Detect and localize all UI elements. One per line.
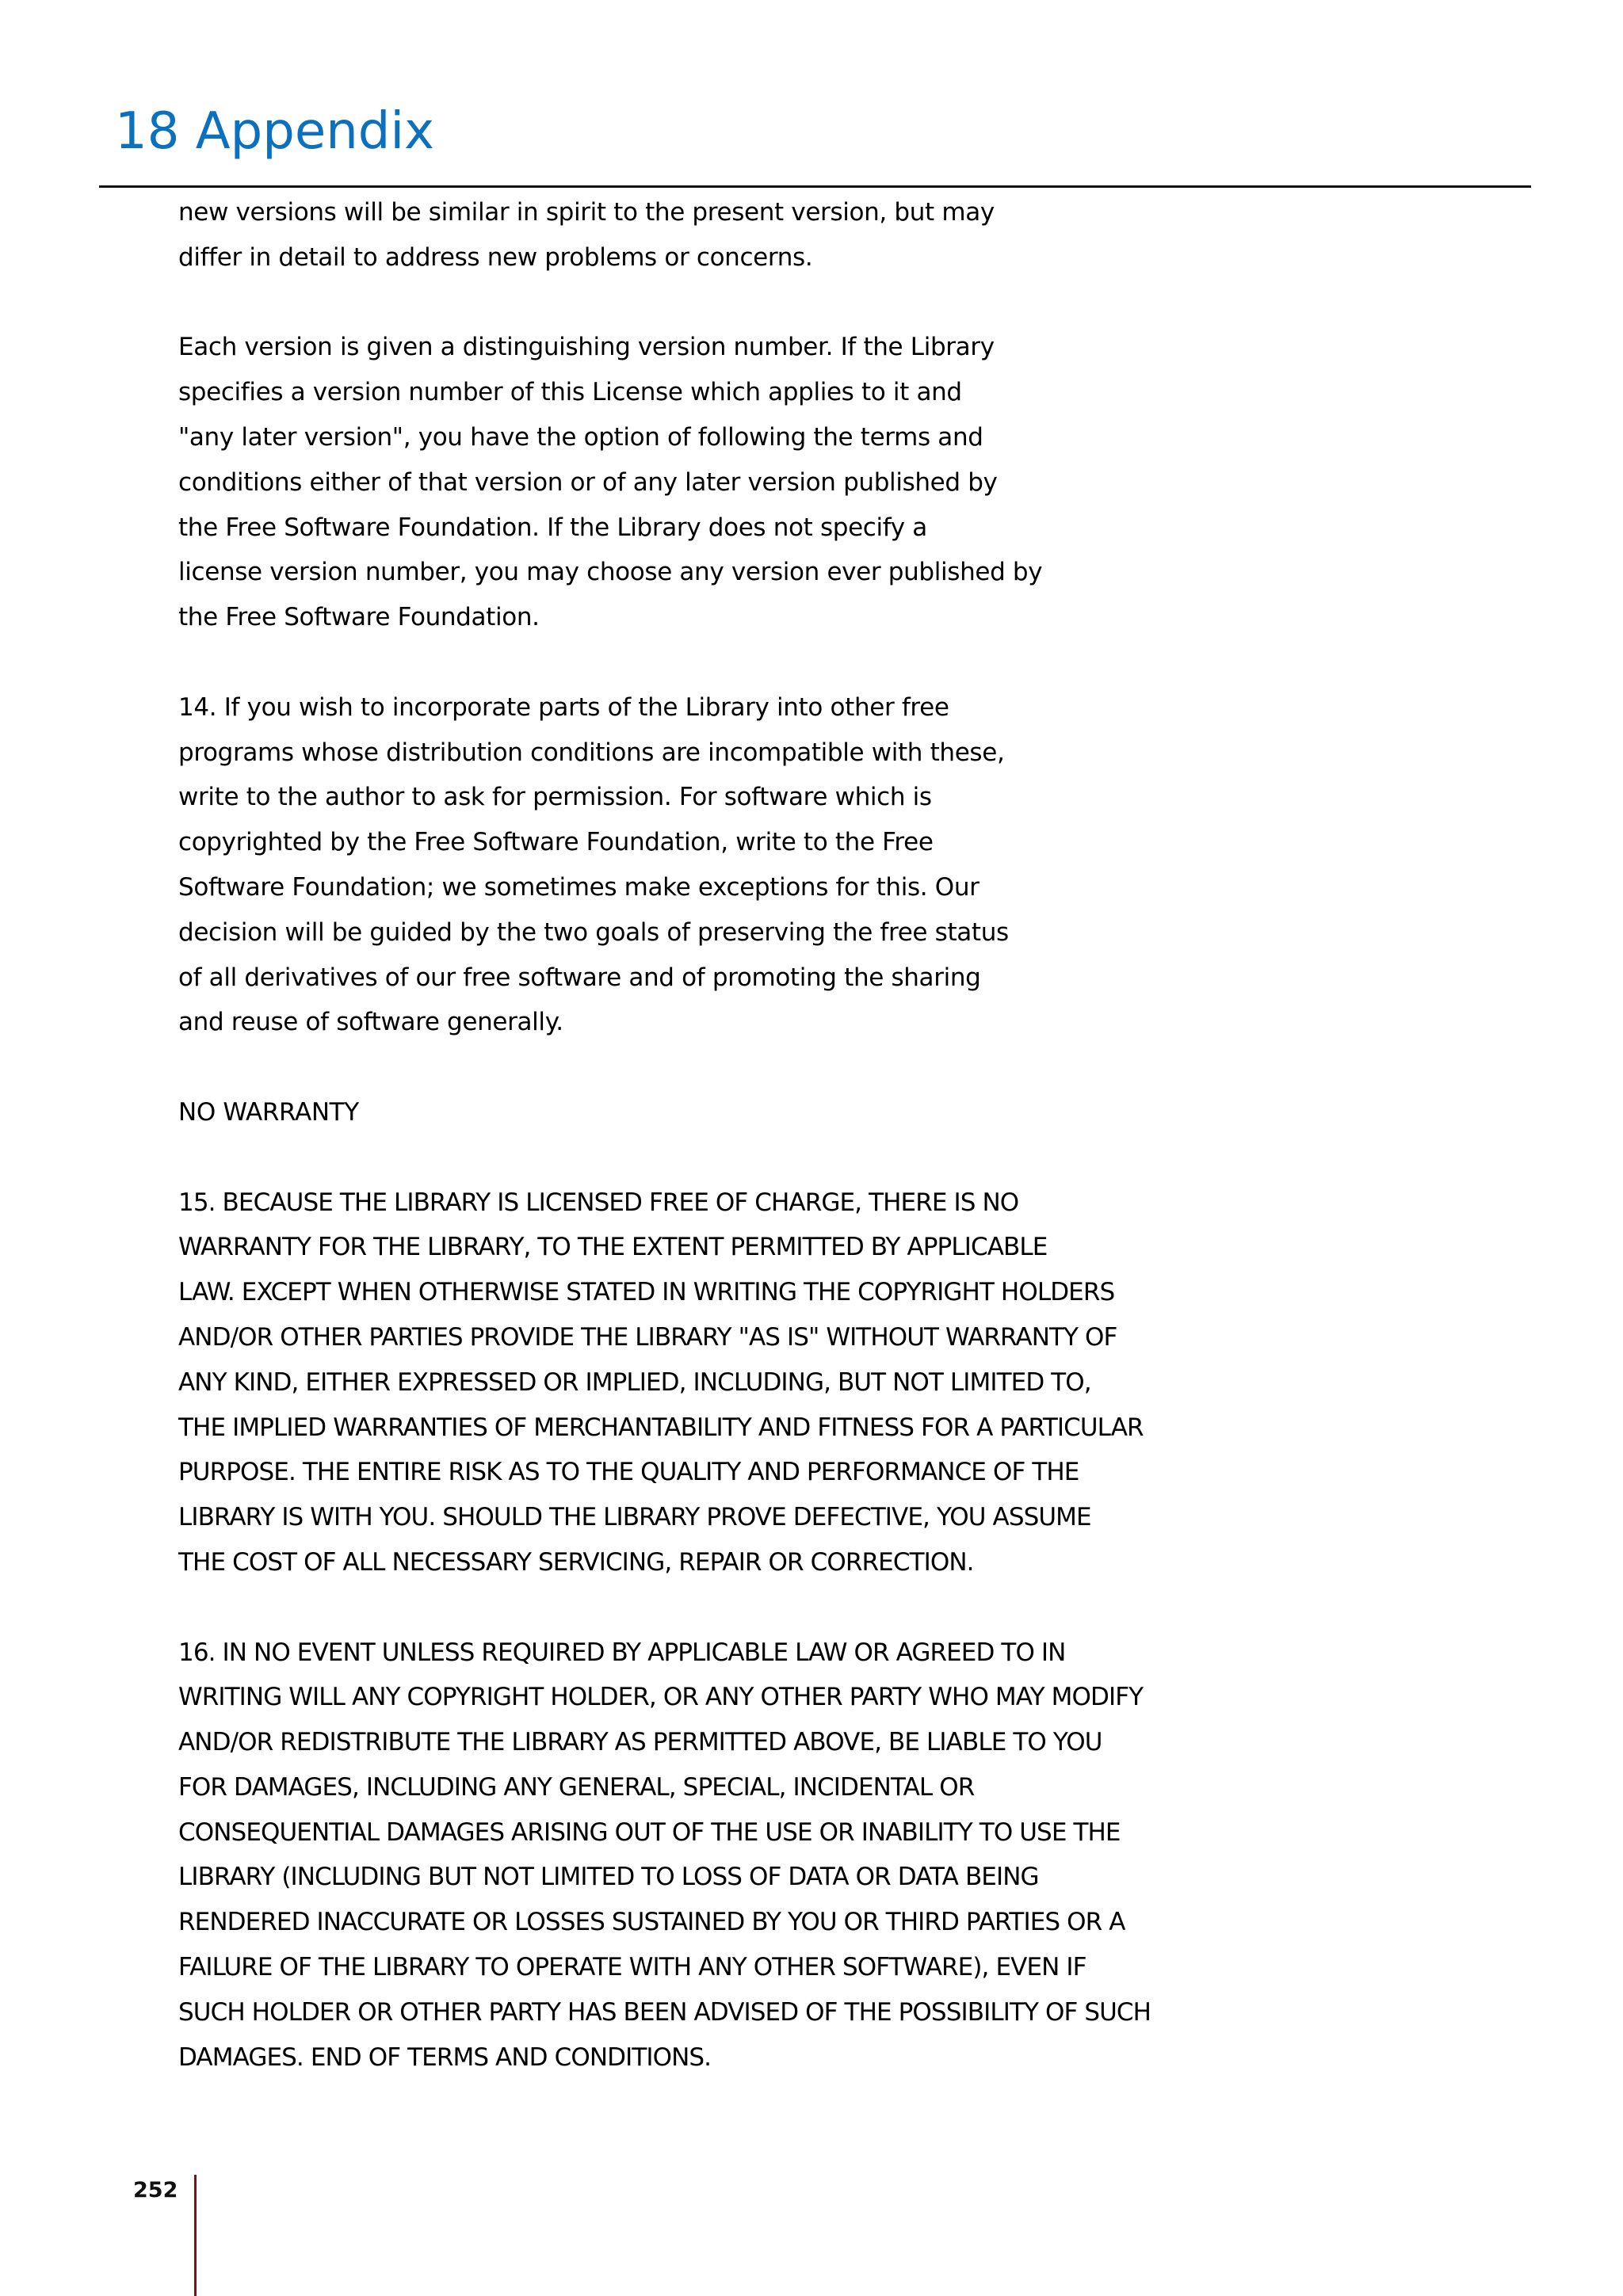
paragraph-license-versions-cont — [178, 190, 1248, 280]
text-line: of all derivatives of our free software and of promoting the sharing — [178, 963, 981, 992]
text-line: CONSEQUENTIAL DAMAGES ARISING OUT OF THE USE OR INABILITY TO USE THE — [178, 1817, 1121, 1847]
text-line: new versions will be similar in spirit to the present version, but may — [178, 198, 995, 227]
text-line: copyrighted by the Free Software Foundation, write to the Free — [178, 828, 934, 857]
text-line: specifies a version number of this License which applies to it and — [178, 378, 962, 407]
text-line: WRITING WILL ANY COPYRIGHT HOLDER, OR ANY OTHER PARTY WHO MAY MODIFY — [178, 1683, 1144, 1712]
text-line: LIBRARY (INCLUDING BUT NOT LIMITED TO LOSS OF DATA OR DATA BEING — [178, 1863, 1039, 1892]
text-line: 15. BECAUSE THE LIBRARY IS LICENSED FREE OF CHARGE, THERE IS NO — [178, 1188, 1019, 1217]
text-line: ANY KIND, EITHER EXPRESSED OR IMPLIED, INCLUDING, BUT NOT LIMITED TO, — [178, 1367, 1091, 1397]
text-line: 14. If you wish to incorporate parts of the Library into other free — [178, 692, 949, 722]
text-line: NO WARRANTY — [178, 1097, 359, 1127]
text-line: differ in detail to address new problems or concerns. — [178, 242, 813, 272]
text-line: write to the author to ask for permission. For software which is — [178, 783, 932, 812]
page-title: 18 Appendix — [115, 102, 435, 161]
paragraph-section-15 — [178, 1180, 1248, 1585]
text-line: DAMAGES. END OF TERMS AND CONDITIONS. — [178, 2042, 712, 2072]
text-line: 16. IN NO EVENT UNLESS REQUIRED BY APPLICABLE LAW OR AGREED TO IN — [178, 1638, 1066, 1667]
text-line: and reuse of software generally. — [178, 1008, 563, 1037]
text-line: AND/OR OTHER PARTIES PROVIDE THE LIBRARY "AS IS" WITHOUT WARRANTY OF — [178, 1322, 1117, 1352]
text-line: decision will be guided by the two goals of preserving the free status — [178, 917, 1009, 947]
text-line: RENDERED INACCURATE OR LOSSES SUSTAINED BY YOU OR THIRD PARTIES OR A — [178, 1908, 1125, 1937]
paragraph-section-14 — [178, 685, 1248, 1045]
text-line: THE IMPLIED WARRANTIES OF MERCHANTABILITY AND FITNESS FOR A PARTICULAR — [178, 1413, 1144, 1442]
text-line: THE COST OF ALL NECESSARY SERVICING, REPAIR OR CORRECTION. — [178, 1547, 974, 1577]
text-line: the Free Software Foundation. — [178, 603, 540, 632]
header-divider — [99, 185, 1531, 188]
footer-divider — [194, 2175, 197, 2296]
text-line: AND/OR REDISTRIBUTE THE LIBRARY AS PERMITTED ABOVE, BE LIABLE TO YOU — [178, 1728, 1102, 1757]
section-heading-no-warranty — [178, 1090, 1248, 1135]
text-line: FAILURE OF THE LIBRARY TO OPERATE WITH ANY OTHER SOFTWARE), EVEN IF — [178, 1953, 1086, 1982]
text-line: the Free Software Foundation. If the Library does not specify a — [178, 513, 927, 542]
text-line: LAW. EXCEPT WHEN OTHERWISE STATED IN WRITING THE COPYRIGHT HOLDERS — [178, 1278, 1115, 1307]
text-line: "any later version", you have the option of following the terms and — [178, 422, 983, 452]
page-number: 252 — [133, 2178, 178, 2203]
text-line: FOR DAMAGES, INCLUDING ANY GENERAL, SPECIAL, INCIDENTAL OR — [178, 1772, 975, 1802]
paragraph-section-16 — [178, 1630, 1248, 2081]
text-line: programs whose distribution conditions are incompatible with these, — [178, 738, 1005, 767]
text-line: WARRANTY FOR THE LIBRARY, TO THE EXTENT PERMITTED BY APPLICABLE — [178, 1233, 1048, 1262]
text-line: Software Foundation; we sometimes make exceptions for this. Our — [178, 872, 980, 902]
text-line: PURPOSE. THE ENTIRE RISK AS TO THE QUALITY AND PERFORMANCE OF THE — [178, 1458, 1079, 1487]
paragraph-version-number — [178, 325, 1248, 640]
text-line: SUCH HOLDER OR OTHER PARTY HAS BEEN ADVISED OF THE POSSIBILITY OF SUCH — [178, 1997, 1151, 2027]
text-line: conditions either of that version or of any later version published by — [178, 467, 998, 497]
text-line: Each version is given a distinguishing version number. If the Library — [178, 333, 995, 362]
text-line: license version number, you may choose any version ever published by — [178, 558, 1043, 587]
document-body — [178, 190, 1248, 2125]
text-line: LIBRARY IS WITH YOU. SHOULD THE LIBRARY PROVE DEFECTIVE, YOU ASSUME — [178, 1503, 1091, 1532]
